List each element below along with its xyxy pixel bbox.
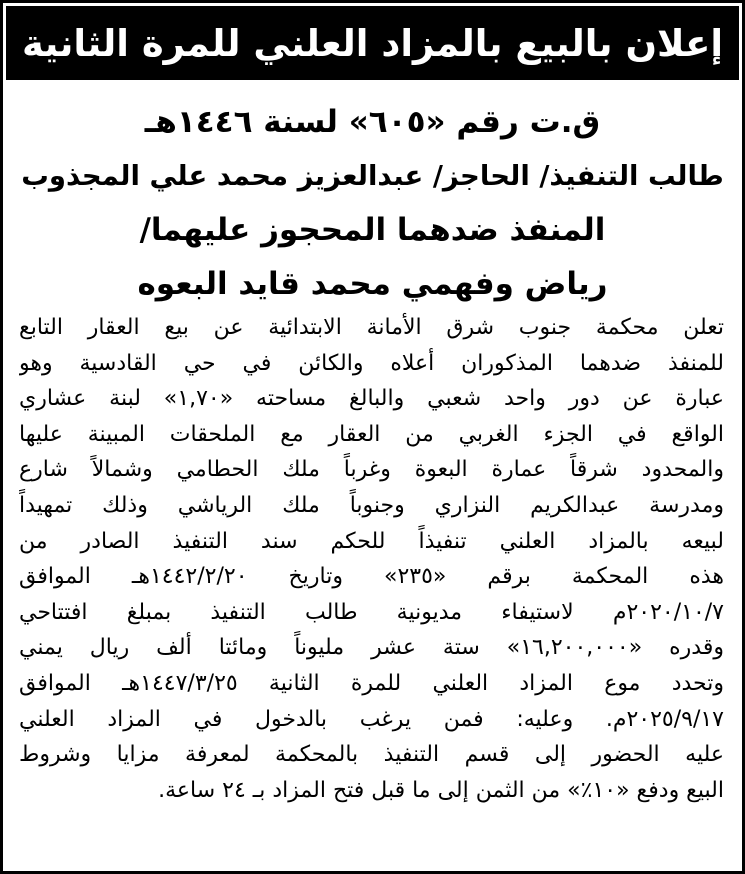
- notice-body: [19, 310, 724, 808]
- body-line: ٢٠٢٠/١٠/٧م لاستيفاء مديونية طالب التنفيذ بمبلغ افتتاحي: [19, 599, 724, 625]
- body-line: تعلن محكمة جنوب شرق الأمانة الابتدائية عن بيع العقار التابع: [19, 315, 724, 340]
- body-line: لبيعه بالمزاد العلني تنفيذاً للحكم سند التنفيذ الصادر من: [19, 528, 724, 554]
- body-line: هذه المحكمة برقم «٢٣٥» وتاريخ ١٤٤٢/٢/٢٠هـ الموافق: [19, 564, 724, 590]
- execution-requester: طالب التنفيذ/ الحاجز/ عبدالعزيز محمد علي المجذوب: [21, 160, 724, 192]
- body-line: عليه الحضور إلى قسم التنفيذ بالمحكمة لمعرفة مزايا وشروط: [19, 742, 724, 768]
- defendants-names: رياض وفهمي محمد قايد البعوه: [137, 266, 608, 302]
- body-line: الواقع في الجزء الغربي من العقار مع الملحقات المبينة عليها: [19, 421, 724, 447]
- body-line: والمحدود شرقاً عمارة البعوة وغرباً ملك الحطامي وشمالاً شارع: [19, 457, 724, 483]
- body-line: للمنفذ ضدهما المذكوران أعلاه والكائن في حي القادسية وهو: [19, 350, 724, 376]
- notice-headings: [19, 95, 726, 311]
- body-line: وتحدد موع المزاد العلني للمرة الثانية ١٤٤٧/٣/٢٥هـ الموافق: [19, 670, 724, 696]
- body-line: ومدرسة عبدالكريم النزاري وجنوباً ملك الرياشي وذلك تمهيداً: [19, 492, 724, 518]
- body-line: البيع ودفع «١٠٪» من الثمن إلى ما قبل فتح المزاد بـ ٢٤ ساعة.: [158, 777, 724, 803]
- defendants-label: المنفذ ضدهما المحجوز عليهما/: [139, 212, 606, 248]
- body-line: عبارة عن دور واحد شعبي والبالغ مساحته «١,٧٠» لبنة عشاري: [19, 386, 724, 412]
- body-line: وقدره «١٦,٢٠٠,٠٠٠» ستة عشر مليوناً ومائتا ألف ريال يمني: [19, 635, 724, 661]
- notice-title: إعلان بالبيع بالمزاد العلني للمرة الثانية: [6, 6, 739, 80]
- case-number: ق.ت رقم «٦٠٥» لسنة ١٤٤٦هـ: [144, 104, 601, 140]
- body-line: ٢٠٢٥/٩/١٧م. وعليه: فمن يرغب بالدخول في المزاد العلني: [19, 706, 724, 732]
